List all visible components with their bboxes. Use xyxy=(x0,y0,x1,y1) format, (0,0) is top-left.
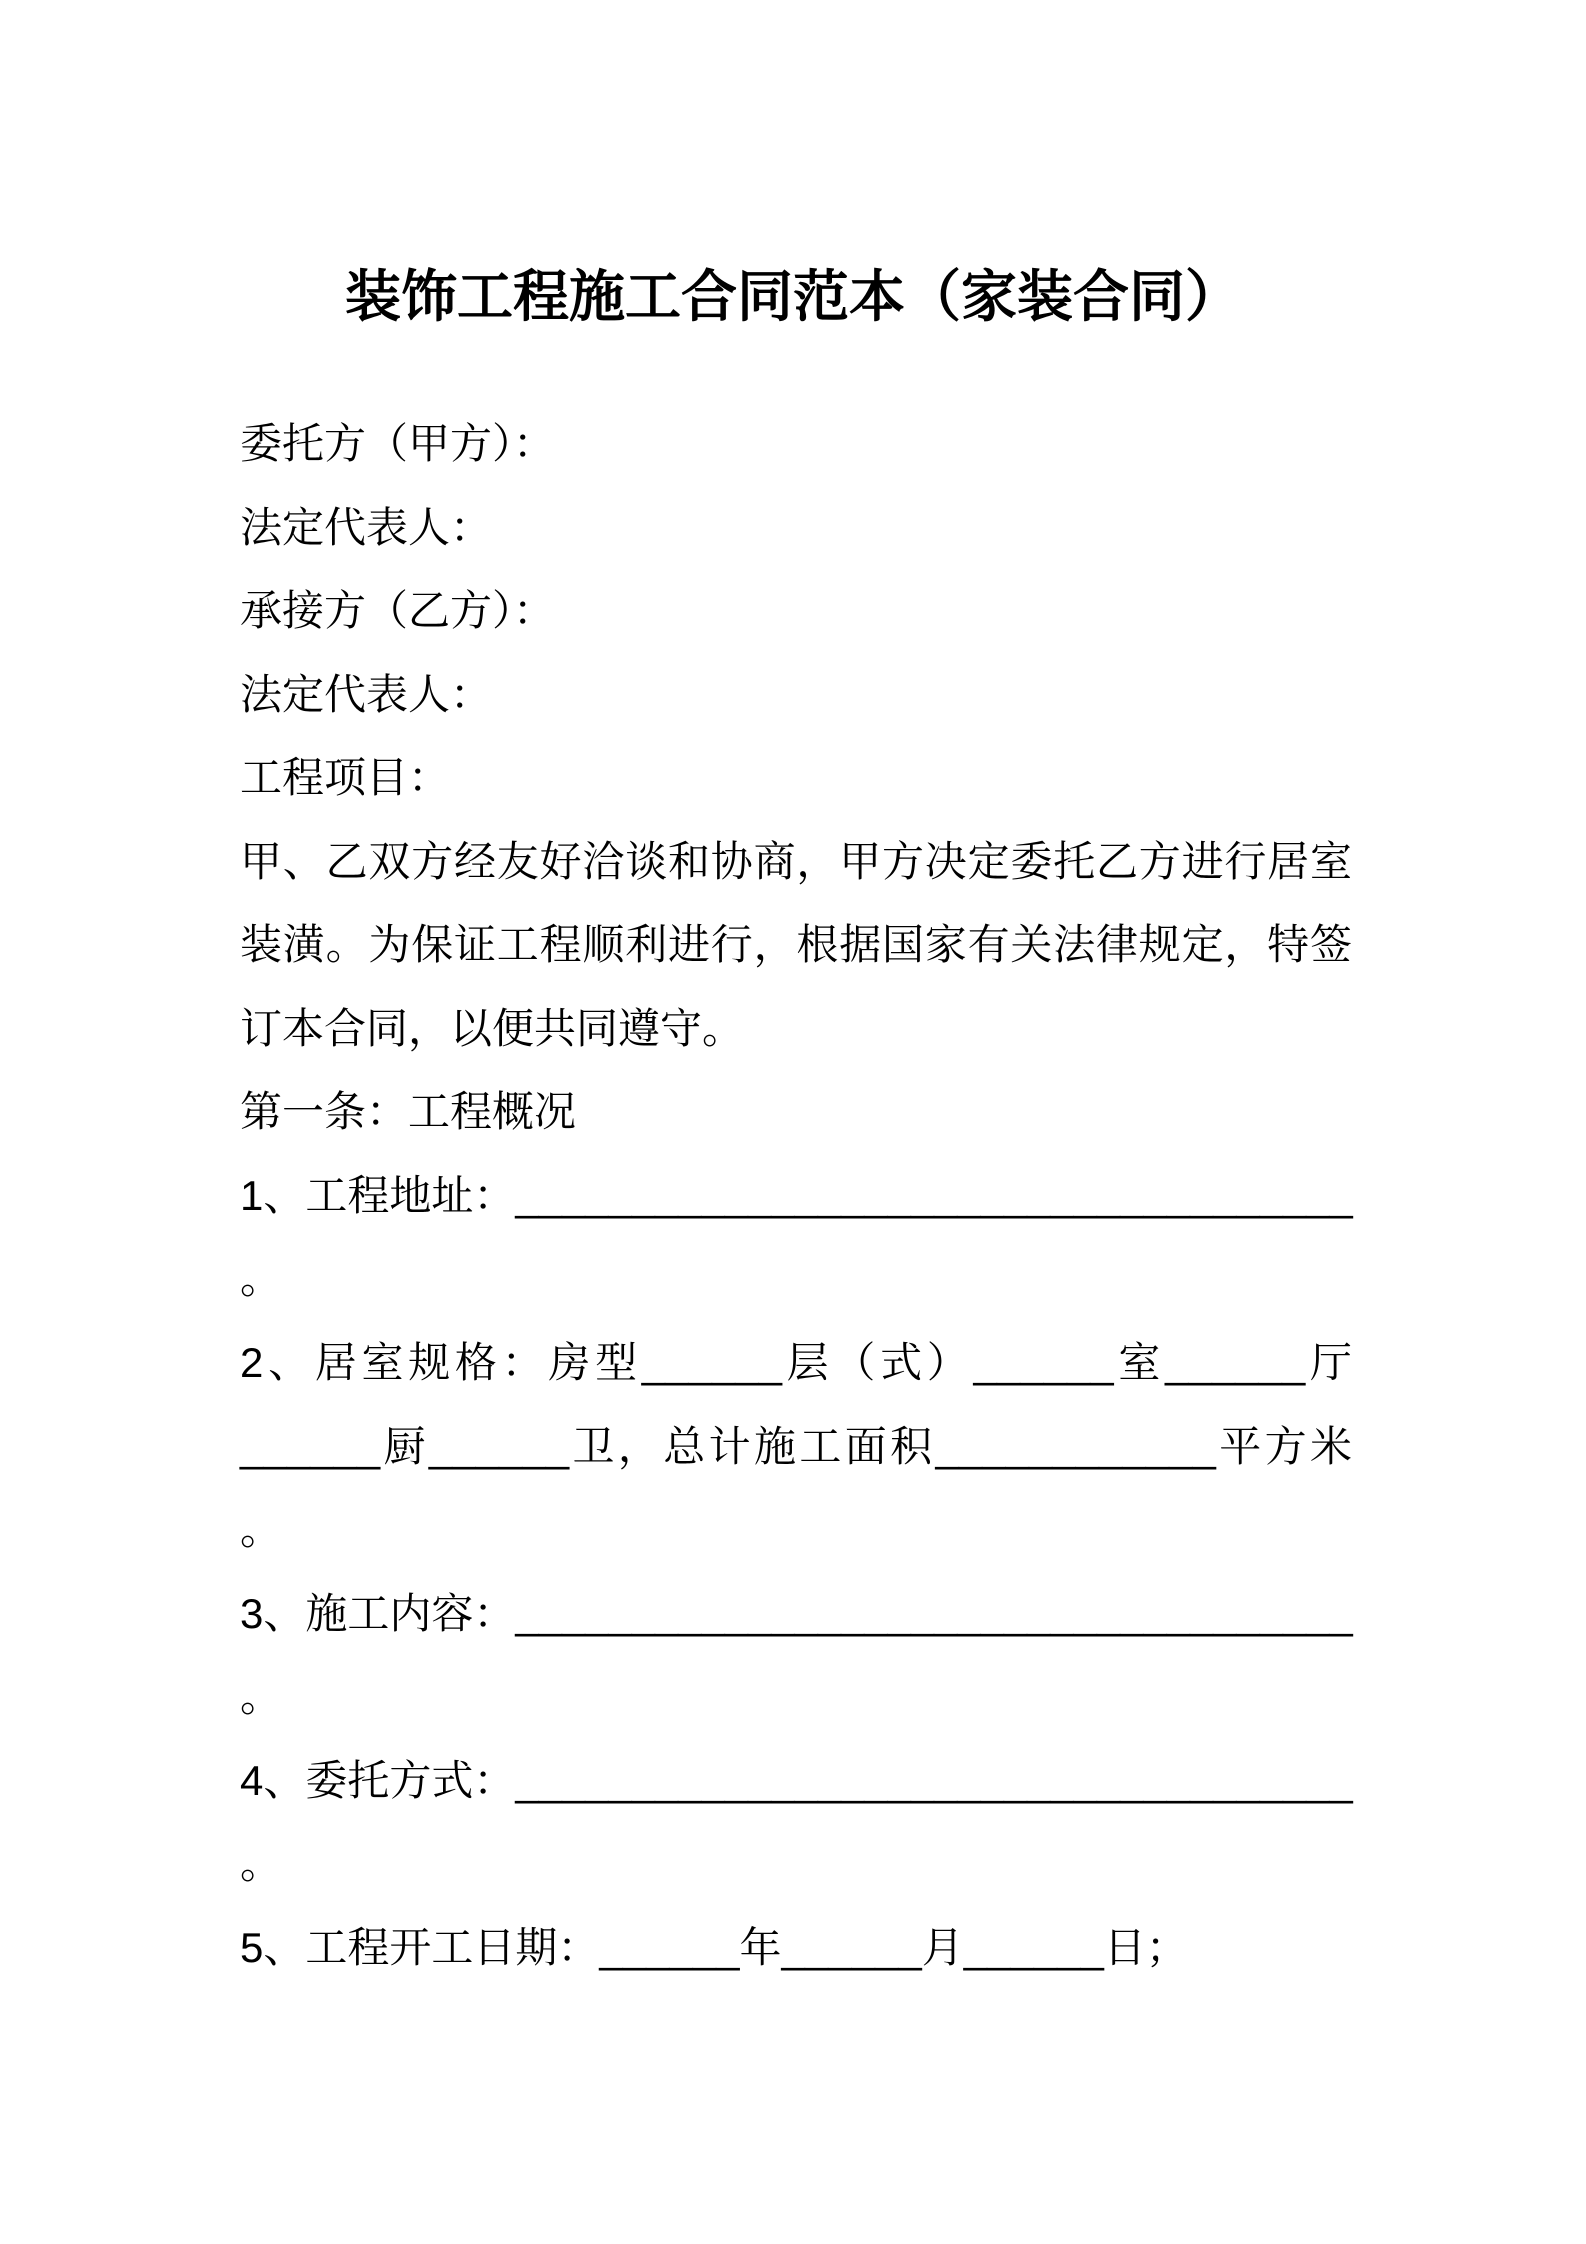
clause-3-scope-label: 3、施工内容： xyxy=(240,1589,516,1637)
month-label: 月 xyxy=(921,1923,964,1971)
preamble-line: 甲、乙双方经友好洽谈和协商，甲方决定委托乙方进行居室 xyxy=(240,837,1352,885)
bathroom-area-label: 卫，总计施工面积 xyxy=(569,1422,936,1470)
clause-3-scope xyxy=(240,1572,1352,1656)
contract-title: 装饰工程施工合同范本（家装合同） xyxy=(345,265,1241,328)
party-a-label: 委托方（甲方）： xyxy=(240,420,556,467)
clause-1-address-label: 1、工程地址： xyxy=(240,1171,516,1219)
party-a-representative-label: 法定代表人： xyxy=(240,503,493,551)
room-count-blank: ______ xyxy=(1165,1339,1306,1387)
clause-5-start-date xyxy=(240,1906,1352,1990)
year-blank: ______ xyxy=(599,1923,740,1971)
method-fill-in-blank: ____________________________________ xyxy=(515,1756,1353,1804)
month-blank: ______ xyxy=(781,1923,922,1971)
clause-4-method-end: 。 xyxy=(240,1840,283,1888)
clause-2-room-spec-line-2 xyxy=(240,1405,1352,1489)
clause-1-address-end: 。 xyxy=(240,1255,283,1303)
area-unit-label: 平方米 xyxy=(1215,1422,1352,1470)
kitchen-label: 厨 xyxy=(380,1422,429,1470)
scope-fill-in-blank: ____________________________________ xyxy=(515,1589,1353,1637)
floor-label: 层（式） xyxy=(781,1339,974,1387)
clause-1-address xyxy=(240,1154,1352,1238)
article-1-heading: 第一条：工程概况 xyxy=(240,1088,577,1136)
party-b-label: 承接方（乙方）： xyxy=(240,587,556,635)
room-label: 室 xyxy=(1113,1339,1166,1387)
preamble-line: 订本合同，以便共同遵守。 xyxy=(240,1004,745,1052)
clause-4-method-label: 4、委托方式： xyxy=(240,1756,516,1804)
clause-4-method xyxy=(240,1739,1352,1823)
clause-2-room-spec-line-1 xyxy=(240,1321,1352,1405)
preamble-line: 装潢。为保证工程顺利进行，根据国家有关法律规定，特签 xyxy=(240,921,1352,969)
day-label: 日； xyxy=(1103,1923,1188,1971)
address-fill-in-blank: ____________________________________ xyxy=(515,1171,1353,1219)
project-label: 工程项目： xyxy=(240,754,451,802)
party-b-representative-label: 法定代表人： xyxy=(240,670,493,718)
start-date-label: 5、工程开工日期： xyxy=(240,1923,600,1971)
day-blank: ______ xyxy=(963,1923,1104,1971)
kitchen-count-blank: ______ xyxy=(428,1422,570,1470)
hall-label: 厅 xyxy=(1305,1339,1352,1387)
clause-3-scope-end: 。 xyxy=(240,1673,283,1721)
house-type-blank: ______ xyxy=(641,1339,782,1387)
contract-body xyxy=(240,402,1352,1989)
room-spec-label: 2、居室规格：房型 xyxy=(240,1339,642,1387)
hall-count-blank: ______ xyxy=(240,1422,381,1470)
area-blank: ____________ xyxy=(935,1422,1216,1470)
year-label: 年 xyxy=(739,1923,782,1971)
clause-2-room-spec-end: 。 xyxy=(240,1506,283,1554)
floor-blank: ______ xyxy=(973,1339,1114,1387)
